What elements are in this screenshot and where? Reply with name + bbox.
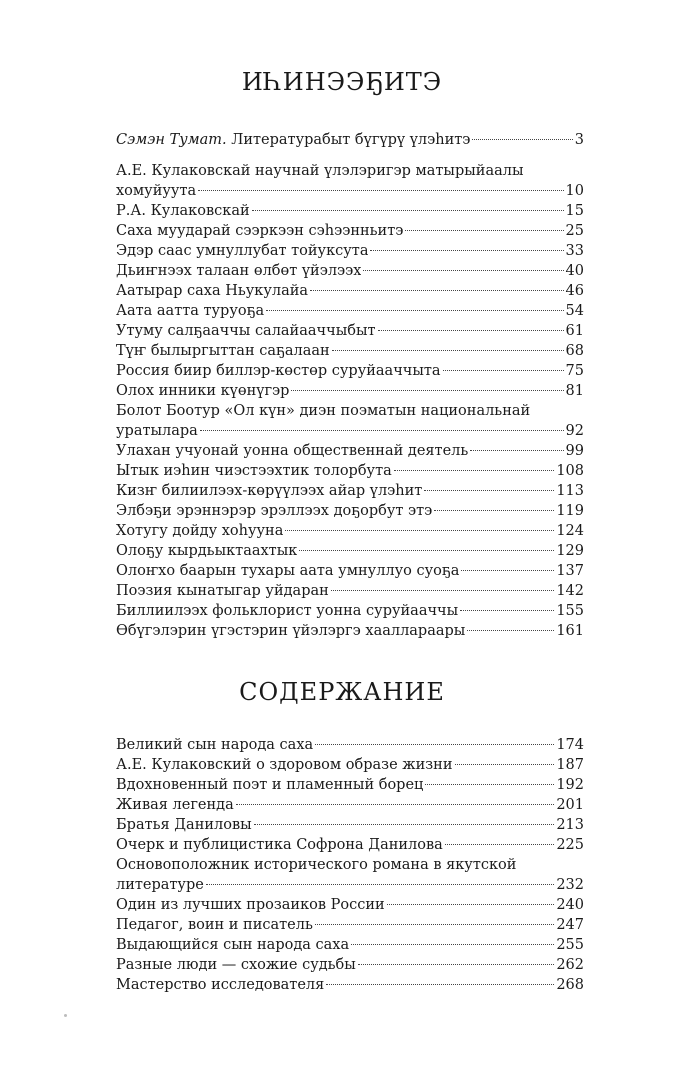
toc-entry-page: 192	[556, 777, 584, 793]
dot-leader	[358, 964, 554, 965]
toc-entry-page: 46	[565, 283, 584, 299]
toc-entry-page: 142	[556, 583, 584, 599]
dot-leader	[206, 884, 554, 885]
toc-entry-page: 201	[556, 797, 584, 813]
toc-entry	[116, 130, 584, 150]
toc-entry	[116, 755, 584, 775]
toc-entry-page: 10	[565, 183, 584, 199]
toc-entry	[116, 341, 584, 361]
toc-entry-title: Эдэр саас умнуллубат тойуксута	[116, 243, 369, 259]
scan-speck	[64, 1014, 67, 1017]
toc-entry-title: Олоҕу кырдьыктаахтык	[116, 543, 298, 559]
toc-entry-title	[116, 130, 470, 150]
dot-leader	[299, 550, 554, 551]
toc-entry	[116, 561, 584, 581]
dot-leader	[351, 944, 554, 945]
toc-entry	[116, 895, 584, 915]
toc-entry-title: Улахан учуонай уонна общественнай деятель	[116, 443, 469, 459]
dot-leader	[472, 139, 572, 140]
toc-entry-title: уратылара	[116, 423, 198, 439]
toc-entry-title: Утуму салҕааччы салайааччыбыт	[116, 323, 376, 339]
dot-leader	[378, 330, 564, 331]
toc-entry-page: 113	[556, 483, 584, 499]
toc-entry	[116, 601, 584, 621]
toc-entry-page: 187	[556, 757, 584, 773]
toc-entry-title: Хотугу дойду хоһууна	[116, 523, 284, 539]
toc-entry	[116, 955, 584, 975]
toc-entry-page: 108	[556, 463, 584, 479]
toc-entry-page: 61	[565, 323, 584, 339]
toc-entry-title: Аатырар саха Ньукулайа	[116, 283, 309, 299]
toc-entry	[116, 581, 584, 601]
toc-entry-title: Өбүгэлэрин үгэстэрин үйэлэргэ хааллараары	[116, 623, 466, 639]
dot-leader	[394, 470, 555, 471]
toc-entry-page: 213	[556, 817, 584, 833]
toc-entry	[116, 481, 584, 501]
toc-entry	[116, 221, 584, 241]
toc-entry-page: 255	[556, 937, 584, 953]
toc-entry-title: Кизҥ билиилээх-көрүүлээх айар үлэһит	[116, 483, 423, 499]
dot-leader	[460, 610, 554, 611]
toc-entry-title: Братья Даниловы	[116, 817, 252, 833]
dot-leader	[363, 270, 563, 271]
toc-entry-title: Элбэҕи эрэннэрэр эрэллээх доҕорбут этэ	[116, 503, 433, 519]
toc-entry-title: Аата аатта туруоҕа	[116, 303, 265, 319]
toc-entry-title: Очерк и публицистика Софрона Данилова	[116, 837, 443, 853]
toc-entry-title: Россия биир биллэр-көстөр суруйааччыта	[116, 363, 441, 379]
toc-entry-title: Вдохновенный поэт и пламенный борец	[116, 777, 424, 793]
toc-entry	[116, 321, 584, 341]
toc-entry-title: Великий сын народа саха	[116, 737, 314, 753]
toc-entry	[116, 301, 584, 321]
dot-leader	[198, 190, 563, 191]
toc-entry-page: 225	[556, 837, 584, 853]
dot-leader	[310, 290, 564, 291]
toc-entry-title: хомуйуута	[116, 183, 197, 199]
toc-entry	[116, 915, 584, 935]
dot-leader	[331, 590, 555, 591]
toc-entry	[116, 795, 584, 815]
toc-entry	[116, 281, 584, 301]
toc-entry-title: Разные люди — схожие судьбы	[116, 957, 356, 973]
toc-entry-page: 155	[556, 603, 584, 619]
toc-entry-page: 92	[565, 423, 584, 439]
toc-entry	[116, 875, 584, 895]
toc-heading-russian: СОДЕРЖАНИЕ	[239, 678, 445, 706]
toc-entry-page: 15	[565, 203, 584, 219]
toc-entry-title-line1: Болот Боотур «Ол күн» диэн поэматын национальнай	[116, 403, 531, 419]
toc-entry	[116, 935, 584, 955]
toc-entry-page: 268	[556, 977, 584, 993]
dot-leader	[470, 450, 563, 451]
toc-entry	[116, 361, 584, 381]
toc-entry-title: Ытык иэһин чиэстээхтик толорбута	[116, 463, 392, 479]
dot-leader	[332, 350, 564, 351]
dot-leader	[315, 924, 554, 925]
toc-entry	[116, 775, 584, 795]
toc-entry	[116, 815, 584, 835]
dot-leader	[315, 744, 554, 745]
dot-leader	[461, 570, 554, 571]
toc-list-sakha	[116, 130, 584, 641]
toc-entry-title: Живая легенда	[116, 797, 234, 813]
dot-leader	[467, 630, 554, 631]
toc-entry-title: Выдающийся сын народа саха	[116, 937, 350, 953]
toc-entry	[116, 735, 584, 755]
toc-entry	[116, 381, 584, 401]
toc-entry-page: 262	[556, 957, 584, 973]
toc-entry-title: А.Е. Кулаковский о здоровом образе жизни	[116, 757, 453, 773]
toc-entry-page: 33	[565, 243, 584, 259]
dot-leader	[285, 530, 554, 531]
dot-leader	[425, 784, 554, 785]
toc-entry-title: Один из лучших прозаиков России	[116, 897, 385, 913]
toc-entry-title: Поэзия кынатыгар уйдаран	[116, 583, 329, 599]
toc-entry-page: 40	[565, 263, 584, 279]
dot-leader	[443, 370, 564, 371]
toc-entry	[116, 421, 584, 441]
toc-entry-title-line1: Основоположник исторического романа в якутской	[116, 857, 517, 873]
toc-entry	[116, 835, 584, 855]
toc-entry	[116, 975, 584, 995]
dot-leader	[387, 904, 555, 905]
toc-entry-title: Олоҥхо баарын тухары аата умнуллуо суоҕа	[116, 563, 460, 579]
dot-leader	[266, 310, 563, 311]
toc-entry	[116, 521, 584, 541]
dot-leader	[370, 250, 563, 251]
toc-entry-title: литературе	[116, 877, 204, 893]
dot-leader	[200, 430, 564, 431]
toc-entry-title-text: Литературабыт бүгүрү үлэһитэ	[231, 132, 471, 148]
toc-heading-sakha: ИҺИНЭЭҔИТЭ	[241, 68, 443, 96]
toc-entry-page: 174	[556, 737, 584, 753]
toc-entry-title-line1: А.Е. Кулаковскай научнай үлэлэригэр матырыйаалы	[116, 163, 524, 179]
toc-entry-page: 99	[565, 443, 584, 459]
toc-entry-title: Саха муударай сээркээн сэһээнньитэ	[116, 223, 404, 239]
toc-entry-page: 119	[556, 503, 584, 519]
toc-entry	[116, 261, 584, 281]
toc-entry-author: Сэмэн Тумат.	[116, 132, 227, 148]
toc-entry-page: 161	[556, 623, 584, 639]
dot-leader	[254, 824, 555, 825]
toc-entry-title: Түҥ былыргыттан саҕалаан	[116, 343, 330, 359]
toc-entry-page: 124	[556, 523, 584, 539]
toc-entry	[116, 441, 584, 461]
toc-entry-title: Биллиилээх фольклорист уонна суруйааччы	[116, 603, 459, 619]
toc-entry-title: Олох инники күөнүгэр	[116, 383, 290, 399]
toc-entry-page: 129	[556, 543, 584, 559]
toc-entry-title: Дьиҥнээх талаан өлбөт үйэлээх	[116, 263, 362, 279]
toc-entry-page: 54	[565, 303, 584, 319]
dot-leader	[455, 764, 555, 765]
toc-entry	[116, 241, 584, 261]
toc-entry	[116, 181, 584, 201]
toc-entry	[116, 501, 584, 521]
toc-entry-page: 137	[556, 563, 584, 579]
toc-entry-title: Педагог, воин и писатель	[116, 917, 313, 933]
dot-leader	[445, 844, 555, 845]
toc-entry-title: Мастерство исследователя	[116, 977, 325, 993]
toc-entry-page: 3	[574, 132, 584, 148]
toc-entry-title: Р.А. Кулаковскай	[116, 203, 250, 219]
toc-entry-page: 81	[565, 383, 584, 399]
toc-entry-page: 75	[565, 363, 584, 379]
dot-leader	[326, 984, 554, 985]
dot-leader	[405, 230, 563, 231]
dot-leader	[434, 510, 554, 511]
toc-entry-page: 25	[565, 223, 584, 239]
toc-entry-page: 240	[556, 897, 584, 913]
dot-leader	[291, 390, 563, 391]
toc-entry-page: 247	[556, 917, 584, 933]
toc-list-russian	[116, 735, 584, 995]
dot-leader	[424, 490, 554, 491]
dot-leader	[252, 210, 564, 211]
toc-entry	[116, 201, 584, 221]
toc-entry-page: 232	[556, 877, 584, 893]
toc-entry	[116, 541, 584, 561]
toc-entry	[116, 461, 584, 481]
toc-entry	[116, 621, 584, 641]
dot-leader	[236, 804, 555, 805]
toc-entry-page: 68	[565, 343, 584, 359]
